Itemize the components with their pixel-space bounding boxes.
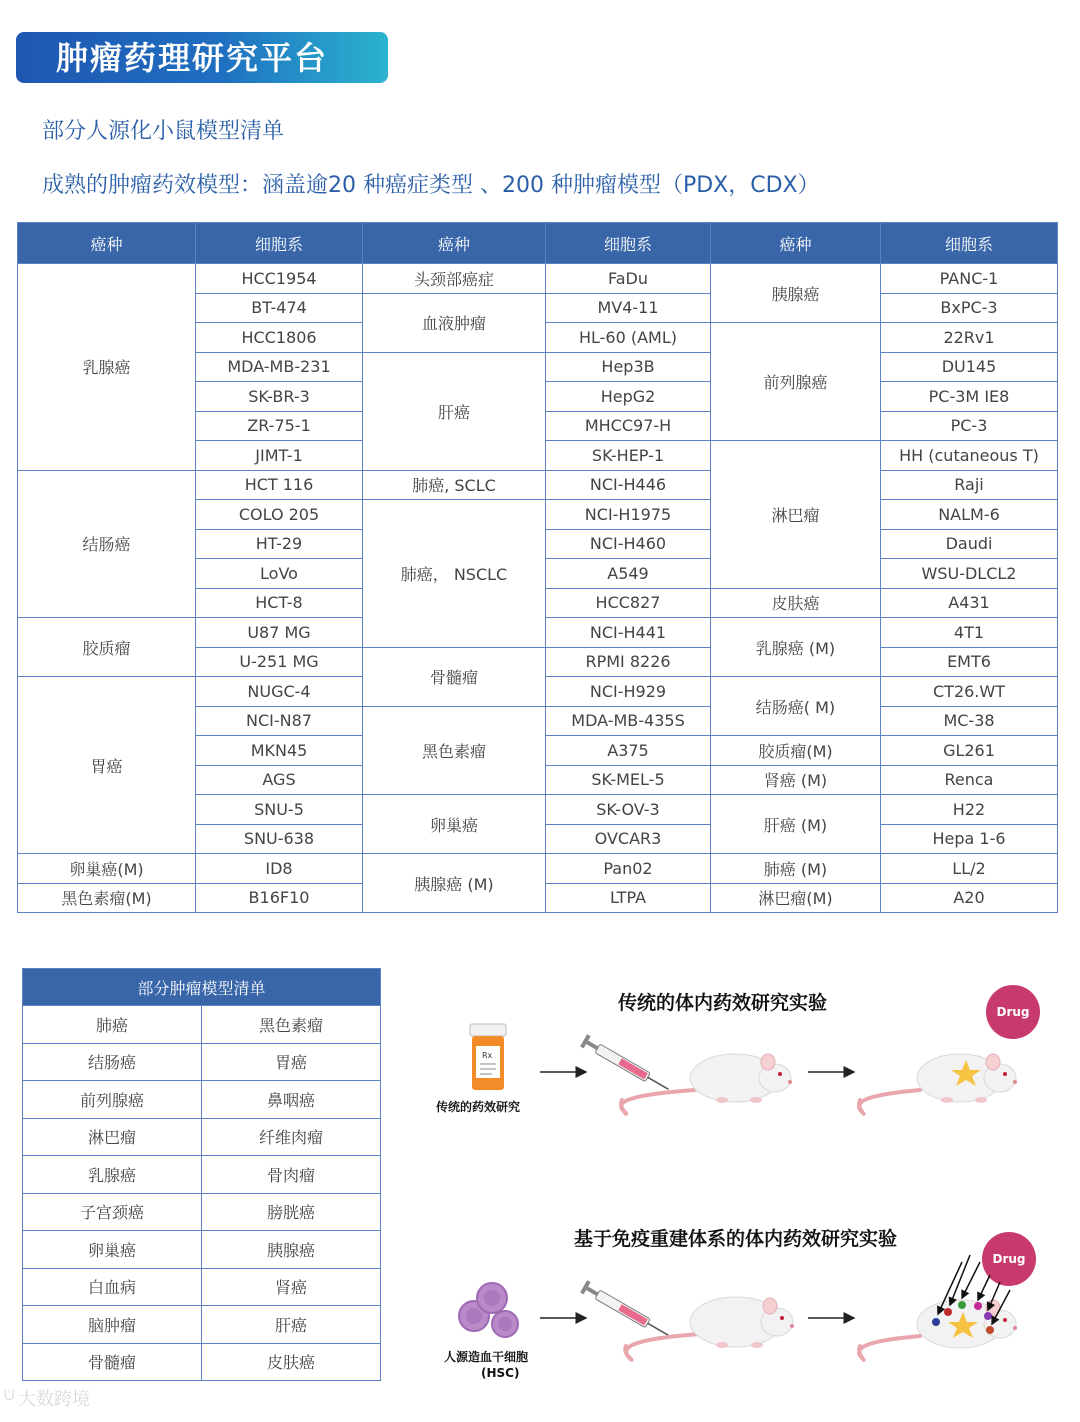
immune-cell-icon — [944, 1308, 952, 1316]
column-header-cancer-type: 癌种 — [18, 223, 196, 264]
table-cell: ZR-75-1 — [196, 411, 363, 441]
table-cell: NCI-H460 — [546, 529, 711, 559]
table-cell: HH (cutaneous T) — [881, 441, 1058, 471]
tumor-model-cell: 纤维肉瘤 — [202, 1118, 381, 1156]
table-cell: PC-3M IE8 — [881, 382, 1058, 412]
table-cell: 肝癌 (M) — [711, 795, 881, 854]
table-cell: MKN45 — [196, 736, 363, 766]
table-cell: 乳腺癌 (M) — [711, 618, 881, 677]
hsc-caption-abbr: (HSC) — [481, 1366, 520, 1380]
mouse-icon — [859, 1054, 1017, 1114]
tumor-model-cell: 淋巴瘤 — [23, 1118, 202, 1156]
table-cell: 血液肿瘤 — [363, 293, 546, 352]
table-cell: Hepa 1-6 — [881, 824, 1058, 854]
table-cell: NCI-H929 — [546, 677, 711, 707]
table-cell: 胰腺癌 (M) — [363, 854, 546, 913]
table-cell: 淋巴瘤 — [711, 441, 881, 589]
tumor-model-cell: 鼻咽癌 — [202, 1081, 381, 1119]
tumor-model-cell: 胃癌 — [202, 1043, 381, 1081]
table-cell: 肾癌 (M) — [711, 765, 881, 795]
table-cell: BT-474 — [196, 293, 363, 323]
table-cell: 胃癌 — [18, 677, 196, 854]
tumor-model-cell: 黑色素瘤 — [202, 1006, 381, 1044]
table-cell: Raji — [881, 470, 1058, 500]
watermark-text: 大数跨境 — [18, 1389, 90, 1410]
table-cell: 卵巢癌(M) — [18, 854, 196, 884]
table-cell: 肺癌， NSCLC — [363, 500, 546, 648]
tumor-model-cell: 前列腺癌 — [23, 1081, 202, 1119]
table-cell: PANC-1 — [881, 264, 1058, 294]
tumor-model-cell: 膀胱癌 — [202, 1193, 381, 1231]
table-cell: 黑色素瘤 — [363, 706, 546, 795]
subtitle-mature-models: 成熟的肿瘤药效模型：涵盖逾20 种癌症类型 、200 种肿瘤模型（PDX，CDX） — [42, 173, 820, 198]
table-cell: SNU-5 — [196, 795, 363, 825]
table-cell: 淋巴瘤(M) — [711, 883, 881, 913]
mouse-icon — [859, 1300, 1017, 1360]
table-cell: NALM-6 — [881, 500, 1058, 530]
table-cell: HCC1806 — [196, 323, 363, 353]
table-cell: 胶质瘤(M) — [711, 736, 881, 766]
table-cell: HL-60 (AML) — [546, 323, 711, 353]
drug-icon-bottom: Drug — [982, 1232, 1036, 1286]
table-cell: B16F10 — [196, 883, 363, 913]
column-header-cell-line: 细胞系 — [546, 223, 711, 264]
table-cell: 胶质瘤 — [18, 618, 196, 677]
immune-cell-icon — [986, 1326, 994, 1334]
table-cell: A549 — [546, 559, 711, 589]
table-cell: 黑色素瘤(M) — [18, 883, 196, 913]
column-header-cell-line: 细胞系 — [196, 223, 363, 264]
table-cell: 皮肤癌 — [711, 588, 881, 618]
table-cell: SK-MEL-5 — [546, 765, 711, 795]
tumor-model-cell: 肺癌 — [23, 1006, 202, 1044]
syringe-icon — [580, 1034, 672, 1095]
tumor-model-cell: 乳腺癌 — [23, 1156, 202, 1194]
table-cell: Renca — [881, 765, 1058, 795]
table-cell: MV4-11 — [546, 293, 711, 323]
table-cell: ID8 — [196, 854, 363, 884]
table-cell: NUGC-4 — [196, 677, 363, 707]
tumor-model-cell: 白血病 — [23, 1268, 202, 1306]
table-cell: 肺癌 (M) — [711, 854, 881, 884]
table-cell: LL/2 — [881, 854, 1058, 884]
tumor-model-cell: 子宫颈癌 — [23, 1193, 202, 1231]
traditional-experiment-title: 传统的体内药效研究实验 — [618, 992, 828, 1014]
immune-cell-icon — [984, 1312, 992, 1320]
table-cell: Hep3B — [546, 352, 711, 382]
traditional-caption: 传统的药效研究 — [436, 1100, 521, 1114]
immune-cell-icon — [974, 1302, 982, 1310]
table-cell: Daudi — [881, 529, 1058, 559]
table-cell: JIMT-1 — [196, 441, 363, 471]
table-cell: HCC827 — [546, 588, 711, 618]
table-cell: SNU-638 — [196, 824, 363, 854]
table-cell: A20 — [881, 883, 1058, 913]
table-cell: SK-BR-3 — [196, 382, 363, 412]
table-cell: NCI-H441 — [546, 618, 711, 648]
table-cell: NCI-H446 — [546, 470, 711, 500]
drug-icon-top: Drug — [986, 985, 1040, 1039]
table-cell: 卵巢癌 — [363, 795, 546, 854]
table-cell: U87 MG — [196, 618, 363, 648]
immune-reconstruction-experiment-title: 基于免疫重建体系的体内药效研究实验 — [574, 1228, 898, 1250]
table-cell: HCT 116 — [196, 470, 363, 500]
table-cell: 头颈部癌症 — [363, 264, 546, 294]
watermark-icon: ᕫ — [4, 1388, 15, 1404]
tumor-model-cell: 卵巢癌 — [23, 1231, 202, 1269]
column-header-cell-line: 细胞系 — [881, 223, 1058, 264]
table-cell: 乳腺癌 — [18, 264, 196, 471]
table-cell: EMT6 — [881, 647, 1058, 677]
table-cell: COLO 205 — [196, 500, 363, 530]
table-cell: AGS — [196, 765, 363, 795]
syringe-icon — [580, 1280, 672, 1341]
table-cell: WSU-DLCL2 — [881, 559, 1058, 589]
mouse-icon — [625, 1297, 794, 1360]
tumor-model-cell: 肾癌 — [202, 1268, 381, 1306]
table-cell: HCT-8 — [196, 588, 363, 618]
column-header-cancer-type: 癌种 — [711, 223, 881, 264]
table-cell: 4T1 — [881, 618, 1058, 648]
table-cell: NCI-H1975 — [546, 500, 711, 530]
tumor-model-cell: 结肠癌 — [23, 1043, 202, 1081]
tumor-model-cell: 骨肉瘤 — [202, 1156, 381, 1194]
immune-cell-icon — [958, 1301, 966, 1309]
table-cell: OVCAR3 — [546, 824, 711, 854]
table-cell: HepG2 — [546, 382, 711, 412]
table-cell: A375 — [546, 736, 711, 766]
table-cell: 肝癌 — [363, 352, 546, 470]
table-cell: MHCC97-H — [546, 411, 711, 441]
table-cell: A431 — [881, 588, 1058, 618]
table-cell: 肺癌, SCLC — [363, 470, 546, 500]
table-cell: LoVo — [196, 559, 363, 589]
table-cell: HCC1954 — [196, 264, 363, 294]
table-cell: 前列腺癌 — [711, 323, 881, 441]
table-cell: CT26.WT — [881, 677, 1058, 707]
page-title: 肿瘤药理研究平台 — [56, 39, 329, 77]
bottle-label: Rx — [482, 1051, 493, 1060]
hsc-caption: 人源造血干细胞 — [444, 1350, 529, 1364]
table-cell: MDA-MB-231 — [196, 352, 363, 382]
table-cell: GL261 — [881, 736, 1058, 766]
table-cell: MC-38 — [881, 706, 1058, 736]
pill-bottle-icon — [470, 1024, 506, 1090]
tumor-model-cell: 肝癌 — [202, 1306, 381, 1344]
column-header-cancer-type: 癌种 — [363, 223, 546, 264]
table-cell: 胰腺癌 — [711, 264, 881, 323]
table-cell: 22Rv1 — [881, 323, 1058, 353]
subtitle-humanized-models: 部分人源化小鼠模型清单 — [42, 119, 285, 144]
table-cell: U-251 MG — [196, 647, 363, 677]
table-cell: HT-29 — [196, 529, 363, 559]
tumor-model-table-title: 部分肿瘤模型清单 — [23, 969, 381, 1006]
tumor-model-cell: 皮肤癌 — [202, 1343, 381, 1381]
tumor-model-cell: 脑肿瘤 — [23, 1306, 202, 1344]
table-cell: SK-HEP-1 — [546, 441, 711, 471]
table-cell: SK-OV-3 — [546, 795, 711, 825]
table-cell: BxPC-3 — [881, 293, 1058, 323]
tumor-model-cell: 骨髓瘤 — [23, 1343, 202, 1381]
table-cell: 骨髓瘤 — [363, 647, 546, 706]
mouse-icon — [621, 1054, 792, 1114]
table-cell: DU145 — [881, 352, 1058, 382]
tumor-model-cell: 胰腺癌 — [202, 1231, 381, 1269]
table-cell: LTPA — [546, 883, 711, 913]
immune-cell-icon — [932, 1318, 940, 1326]
table-cell: 结肠癌( M) — [711, 677, 881, 736]
table-cell: RPMI 8226 — [546, 647, 711, 677]
table-cell: 结肠癌 — [18, 470, 196, 618]
table-cell: MDA-MB-435S — [546, 706, 711, 736]
table-cell: PC-3 — [881, 411, 1058, 441]
table-cell: Pan02 — [546, 854, 711, 884]
table-cell: H22 — [881, 795, 1058, 825]
table-cell: NCI-N87 — [196, 706, 363, 736]
hsc-cells-icon — [459, 1283, 518, 1337]
table-cell: FaDu — [546, 264, 711, 294]
